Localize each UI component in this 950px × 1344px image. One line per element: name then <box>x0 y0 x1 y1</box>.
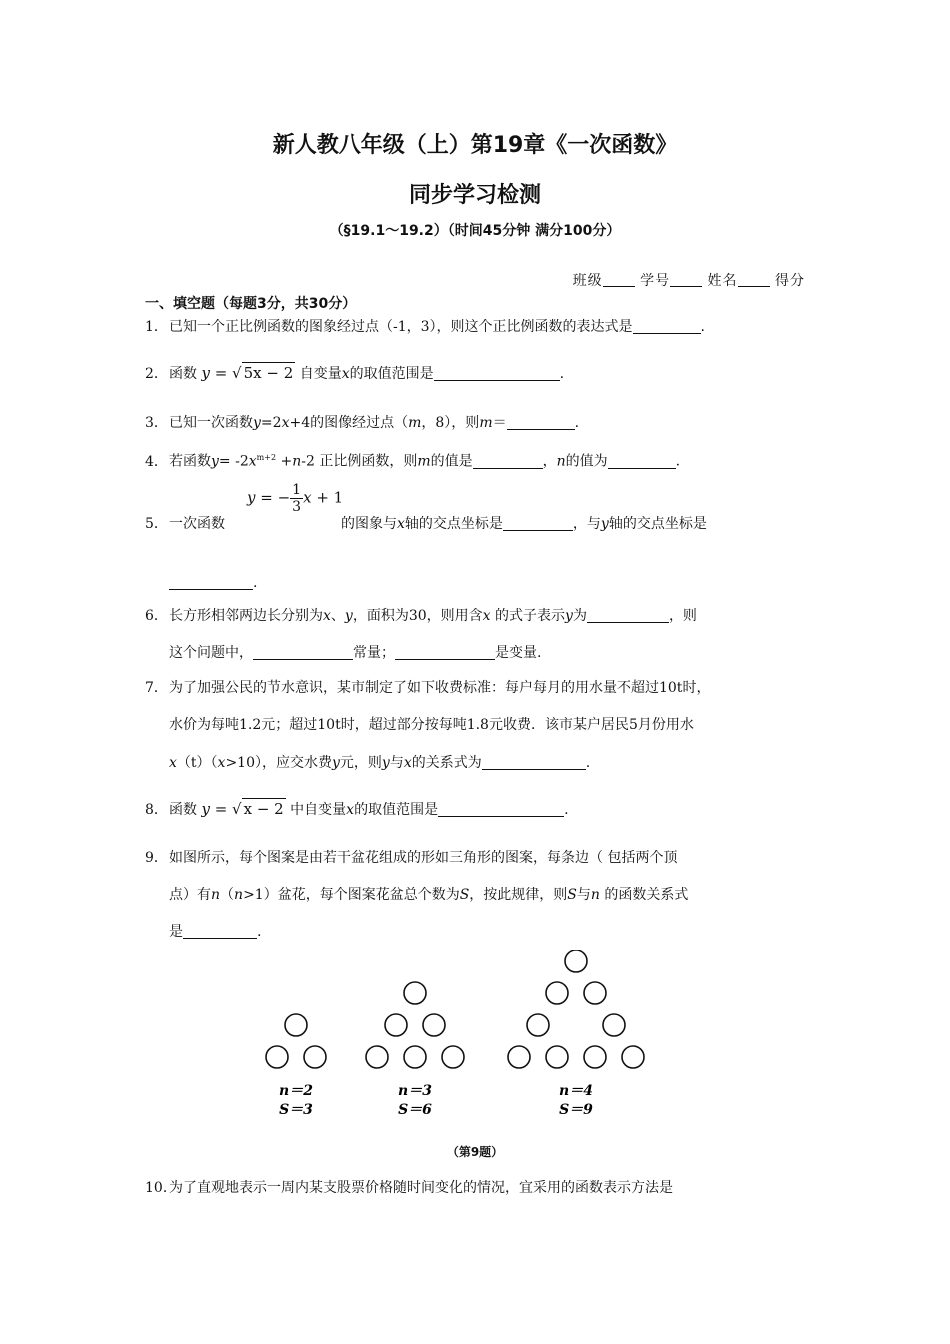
name-blank[interactable] <box>738 272 770 287</box>
figure-caption: （第9题） <box>446 1145 504 1159</box>
answer-blank[interactable] <box>395 644 495 660</box>
answer-blank[interactable] <box>183 923 257 939</box>
answer-blank[interactable] <box>434 365 560 381</box>
title-line-1: 新人教八年级（上）第19章《一次函数》 <box>272 133 678 158</box>
formula: y = √ x − 2 <box>201 800 284 818</box>
flower-pot-circle <box>385 1014 407 1036</box>
section-title: 一、填空题（每题3分，共30分） <box>145 296 357 312</box>
question-6: 6．长方形相邻两边长分别为x、y，面积为30，则用含x 的式子表示y为 ，则 <box>145 608 697 624</box>
question-7-line-3: x（t）（x>10），应交水费y元，则y与x的关系式为 . <box>169 755 591 771</box>
question-1: 1．已知一个正比例函数的图象经过点（-1，3），则这个正比例函数的表达式是 . <box>145 319 705 335</box>
id-blank[interactable] <box>670 272 702 287</box>
question-7: 7．为了加强公民的节水意识，某市制定了如下收费标准：每户每月的用水量不超过10t时， <box>145 680 711 696</box>
flower-pot-circle <box>442 1046 464 1068</box>
pattern-n-label: n＝2 <box>279 1083 313 1099</box>
formula: y = − $\frac{1}{3}$ x + 1 <box>247 482 344 515</box>
flower-pot-circle <box>603 1014 625 1036</box>
answer-blank[interactable] <box>587 607 669 623</box>
flower-pot-circle <box>546 1046 568 1068</box>
class-label: 班级 <box>572 273 603 289</box>
pattern-n-label: n＝3 <box>398 1083 432 1099</box>
score-label: 得分 <box>775 273 805 289</box>
flower-pot-circle <box>366 1046 388 1068</box>
question-10: 10．为了直观地表示一周内某支股票价格随时间变化的情况，宜采用的函数表示方法是 <box>145 1180 673 1196</box>
flower-pot-circle <box>546 982 568 1004</box>
flower-pot-circle <box>527 1014 549 1036</box>
question-3: 3．已知一次函数y=2x+4的图像经过点（m，8），则m＝ . <box>145 415 580 431</box>
flower-pot-circle <box>404 1046 426 1068</box>
flower-pot-circle <box>404 982 426 1004</box>
title-line-2: 同步学习检测 <box>408 183 541 208</box>
flower-pot-circle <box>423 1014 445 1036</box>
exam-subtitle: （§19.1～19.2）（时间45分钟 满分100分） <box>329 223 621 239</box>
pattern-s-label: S＝9 <box>559 1102 593 1118</box>
flower-pot-circle <box>266 1046 288 1068</box>
answer-blank[interactable] <box>633 318 701 334</box>
class-blank[interactable] <box>603 272 635 287</box>
student-info-row <box>573 270 805 290</box>
flower-pot-circle <box>584 982 606 1004</box>
question-9-line-2: 点）有n（n>1）盆花，每个图案花盆总个数为S，按此规律，则S与n 的函数关系式 <box>169 887 689 903</box>
answer-blank[interactable] <box>253 644 353 660</box>
id-label: 学号 <box>640 273 671 289</box>
flower-pot-circle <box>584 1046 606 1068</box>
question-5: 5．一次函数 y = − $\frac{1}{3}$ x + 1 的图象与x轴的交点坐标是 ，与y轴的交点坐标是 <box>145 482 707 532</box>
question-9: 9．如图所示，每个图案是由若干盆花组成的形如三角形的图案，每条边（ 包括两个顶 <box>145 850 678 866</box>
question-6-cont: 这个问题中， 常量； 是变量. <box>169 645 542 661</box>
question-5-cont: . <box>169 573 257 593</box>
flower-pot-triangle-figure <box>0 950 950 1130</box>
flower-pot-circle <box>622 1046 644 1068</box>
answer-blank[interactable] <box>473 453 543 469</box>
pattern-n-label: n＝4 <box>559 1083 593 1099</box>
flower-pot-circle <box>285 1014 307 1036</box>
pattern-s-label: S＝3 <box>279 1102 313 1118</box>
answer-blank[interactable] <box>169 574 253 590</box>
answer-blank[interactable] <box>608 453 676 469</box>
pattern-s-label: S＝6 <box>398 1102 432 1118</box>
flower-pot-circle <box>565 950 587 972</box>
flower-pot-circle <box>304 1046 326 1068</box>
name-label: 姓名 <box>707 273 738 289</box>
answer-blank[interactable] <box>503 515 573 531</box>
answer-blank[interactable] <box>507 414 575 430</box>
question-4: 4．若函数$y= -2x^{m+2} +n-2$ 正比例函数，则m的值是 ，n的值为 . <box>145 453 681 470</box>
question-9-line-3: 是 . <box>169 924 262 940</box>
formula: y = √ 5x − 2 <box>201 364 294 382</box>
answer-blank[interactable] <box>482 754 586 770</box>
question-7-line-2: 水价为每吨1.2元；超过10t时，超过部分按每吨1.8元收费．该市某户居民5月份用水 <box>169 717 694 733</box>
question-8: 8．函数 y = √ x − 2 中自变量x的取值范围是 . <box>145 800 569 818</box>
answer-blank[interactable] <box>438 801 564 817</box>
flower-pot-circle <box>508 1046 530 1068</box>
question-2: 2．函数 y = √ 5x − 2 自变量x的取值范围是 . <box>145 364 565 382</box>
